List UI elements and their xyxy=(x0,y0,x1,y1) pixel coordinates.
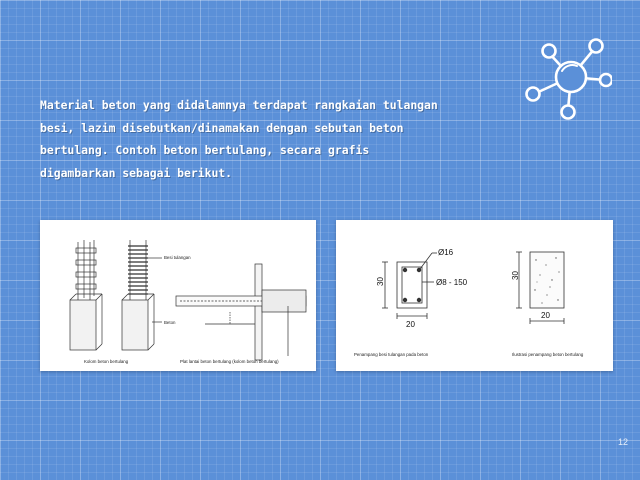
body-line-3: bertulang. Contoh beton bertulang, secara grafis xyxy=(40,143,370,157)
body-line-4: digambarkan sebagai berikut. xyxy=(40,165,233,180)
label-dia16: Ø16 xyxy=(438,248,454,257)
dim-width-2: 20 xyxy=(541,311,550,320)
label-dia8: Ø8 - 150 xyxy=(436,278,468,287)
molecule-icon xyxy=(522,38,612,123)
body-line-2: besi, lazim disebutkan/dinamakan dengan sebutan beton xyxy=(40,120,404,135)
figure-column-slab xyxy=(40,220,316,371)
caption-penampang: Penampang besi tulangan pada beton xyxy=(354,352,429,357)
dim-height-1: 30 xyxy=(376,277,385,286)
section-drawing xyxy=(336,220,613,371)
caption-plat: Plat lantai beton bertulang (kolom beton bertulang) xyxy=(180,359,279,364)
column-slab-drawing xyxy=(40,220,316,371)
dim-width-1: 20 xyxy=(406,320,415,329)
slide-body-text xyxy=(40,94,490,184)
caption-kolom: Kolom beton bertulang xyxy=(84,359,129,364)
figure-section xyxy=(336,220,613,371)
label-beton: Beton xyxy=(164,320,176,325)
page-number: 12 xyxy=(617,437,628,447)
body-line-1: Material beton yang didalamnya terdapat rangkaian tulangan xyxy=(40,98,438,112)
caption-ilustrasi: Ilustrasi penampang beton bertulang xyxy=(512,352,584,357)
label-besi-tulangan: Besi tulangan xyxy=(164,255,191,260)
dim-height-2: 30 xyxy=(511,271,520,280)
